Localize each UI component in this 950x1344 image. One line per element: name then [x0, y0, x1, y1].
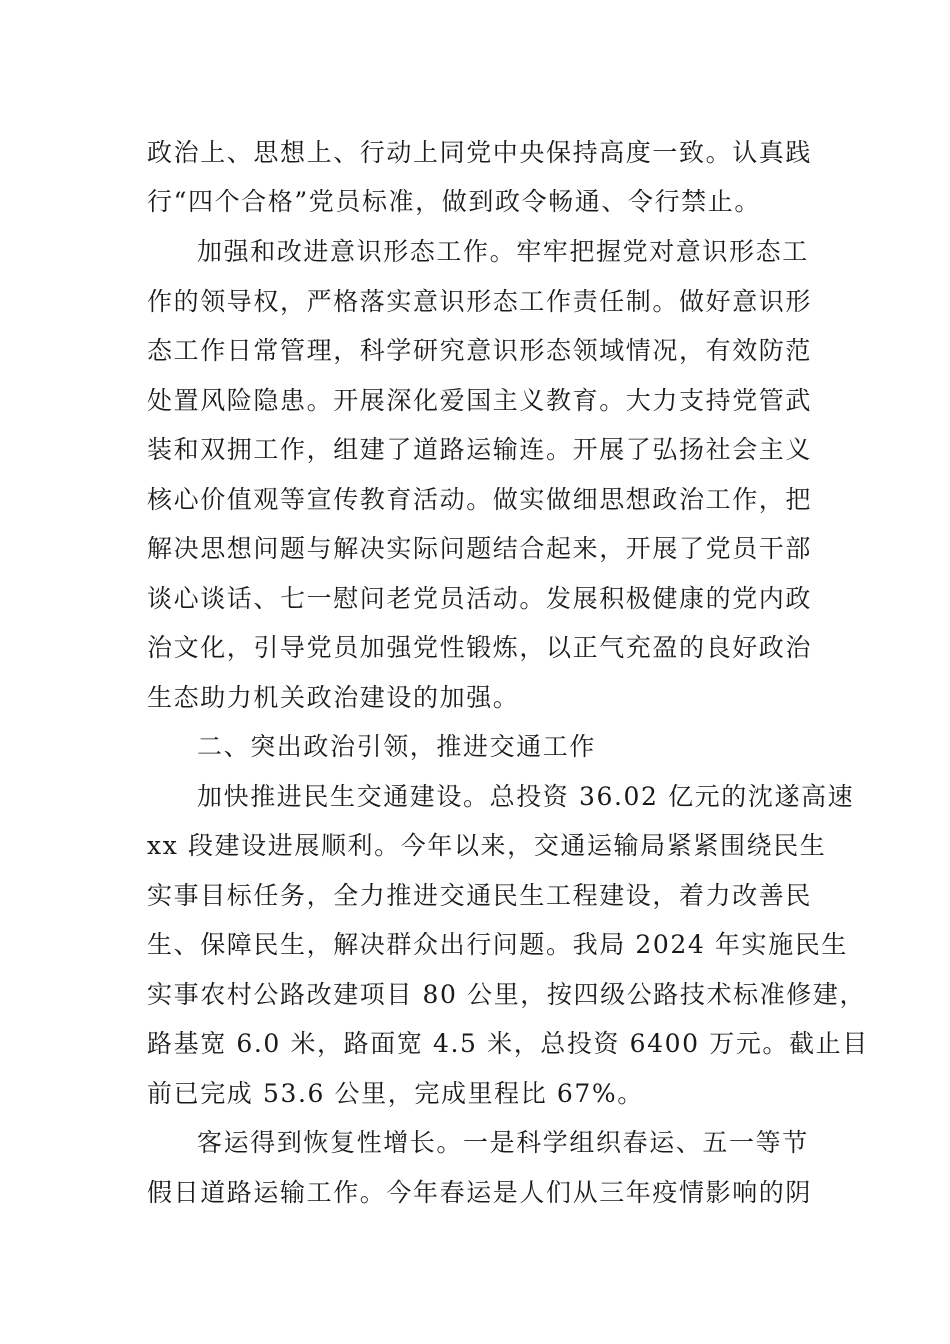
- paragraph-line: 处置风险隐患。开展深化爱国主义教育。大力支持党管武: [147, 386, 813, 415]
- paragraph-line: 作的领导权，严格落实意识形态工作责任制。做好意识形: [147, 287, 813, 316]
- paragraph-line: 核心价值观等宣传教育活动。做实做细思想政治工作，把: [147, 485, 813, 514]
- paragraph-line: 生态助力机关政治建设的加强。: [147, 683, 520, 712]
- paragraph-line: 生、保障民生，解决群众出行问题。我局 2024 年实施民生: [147, 930, 848, 959]
- paragraph-line: 客运得到恢复性增长。一是科学组织春运、五一等节: [197, 1128, 809, 1157]
- paragraph-line: 解决思想问题与解决实际问题结合起来，开展了党员干部: [147, 534, 813, 563]
- paragraph-line: 实事农村公路改建项目 80 公里，按四级公路技术标准修建，: [147, 980, 867, 1009]
- paragraph-line: 态工作日常管理，科学研究意识形态领域情况，有效防范: [147, 336, 813, 365]
- paragraph-line: 谈心谈话、七一慰问老党员活动。发展积极健康的党内政: [147, 584, 813, 613]
- paragraph-line: xx 段建设进展顺利。今年以来，交通运输局紧紧围绕民生: [147, 831, 827, 860]
- paragraph-line: 加强和改进意识形态工作。牢牢把握党对意识形态工: [197, 237, 809, 266]
- paragraph-line: 政治上、思想上、行动上同党中央保持高度一致。认真践: [147, 138, 813, 167]
- paragraph-line: 装和双拥工作，组建了道路运输连。开展了弘扬社会主义: [147, 435, 813, 464]
- paragraph-line: 行“四个合格”党员标准，做到政令畅通、令行禁止。: [147, 187, 761, 216]
- section-heading: 二、突出政治引领，推进交通工作: [197, 732, 597, 761]
- paragraph-line: 实事目标任务，全力推进交通民生工程建设，着力改善民: [147, 881, 813, 910]
- paragraph-line: 前已完成 53.6 公里，完成里程比 67%。: [147, 1079, 644, 1108]
- paragraph-line: 路基宽 6.0 米，路面宽 4.5 米，总投资 6400 万元。截止目: [147, 1029, 869, 1058]
- paragraph-line: 假日道路运输工作。今年春运是人们从三年疫情影响的阴: [147, 1178, 813, 1207]
- paragraph-line: 加快推进民生交通建设。总投资 36.02 亿元的沈遂高速: [197, 782, 855, 811]
- paragraph-line: 治文化，引导党员加强党性锻炼，以正气充盈的良好政治: [147, 633, 813, 662]
